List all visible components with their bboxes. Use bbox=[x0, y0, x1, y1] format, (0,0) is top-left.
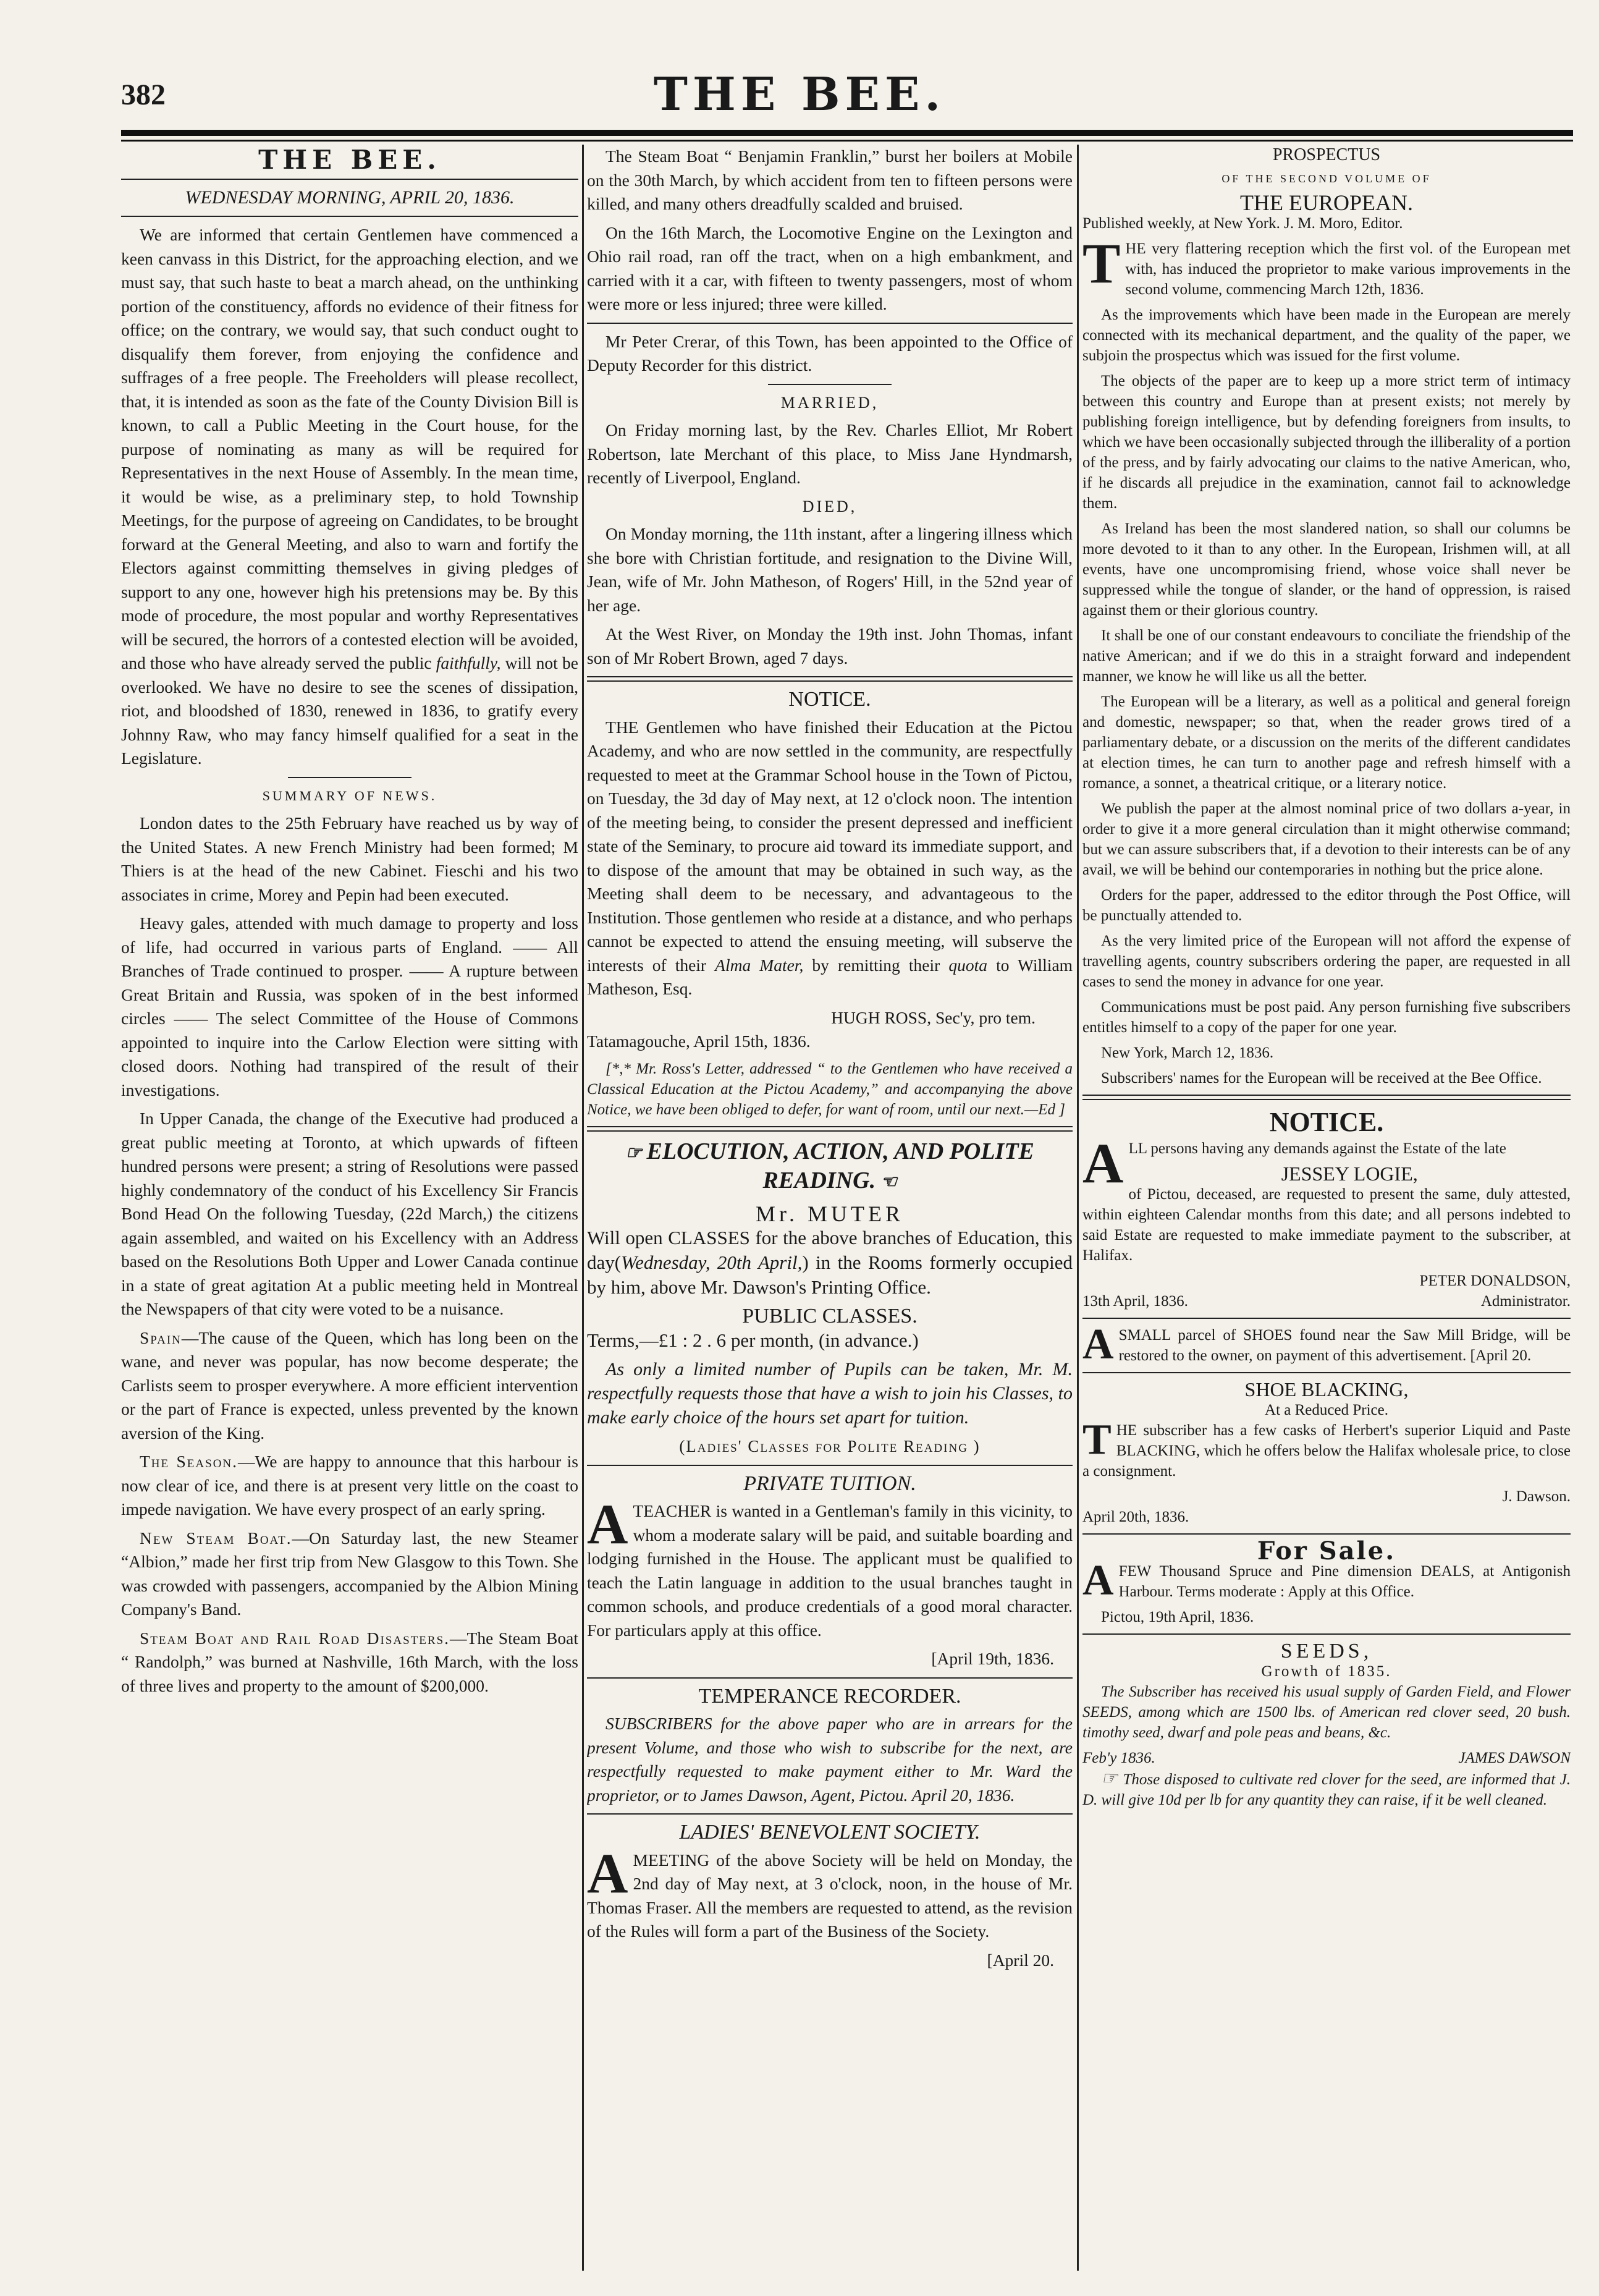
logie-name: JESSEY LOGIE, bbox=[1281, 1163, 1418, 1185]
tuition-text: TEACHER is wanted in a Gentleman's family in this vicinity, to whom a moderate salary will be paid, and suitable boarding and lodging furnished in the House. The applicant must be qualified to teach the Latin language in addition to the usual branches taught in common schools, and produce credentials of a good moral character. For particulars apply at this office. bbox=[587, 1501, 1073, 1640]
pointing-hand-icon: ☞ bbox=[625, 1142, 647, 1163]
news-paragraph: In Upper Canada, the change of the Executive had produced a great public meeting at Toronto, at which upwards of fifteen hundred persons were present; a string of Resolutions were passed highly condemnatory of the conduct of his Excellency Sir Francis Bond Head On the following Tuesday, (22d March,) the citizens again assembled, and waited on his Excellency with an Address based on the Resolutions Both Upper and Lower Canada continue in a state of great agitation At a public meeting held in Montreal the Newspapers of that city were voted to be a nuisance. bbox=[121, 1109, 578, 1318]
logie-paragraph: of Pictou, deceased, are requested to present the same, duly attested, within eighteen Calendar months from this date; and all persons indebted to said Estate are requested to make immediate payment to the subscriber, at Halifax. bbox=[1082, 1186, 1571, 1264]
seeds-subheading: Growth of 1835. bbox=[1261, 1663, 1392, 1680]
for-sale-date: Pictou, 19th April, 1836. bbox=[1101, 1609, 1254, 1625]
for-sale-text: FEW Thousand Spruce and Pine dimension DEALS, at Antigonish Harbour. Terms moderate : Apply at this Office. bbox=[1118, 1563, 1571, 1600]
news-lead: The Season. bbox=[140, 1452, 238, 1471]
logie-signature: PETER DONALDSON, bbox=[1419, 1273, 1571, 1289]
news-paragraph bbox=[121, 1627, 578, 1698]
ladies-paragraph bbox=[587, 1841, 1073, 1944]
news-text: —On Saturday last, the new Steamer “Albion,” made her first trip from New Glasgow to this Town. She was crowded with passengers, accompanied by the Albion Mining Company's Band. bbox=[121, 1528, 578, 1619]
page-number: 382 bbox=[121, 78, 166, 111]
dateline: WEDNESDAY MORNING, APRIL 20, 1836. bbox=[185, 187, 515, 208]
header-rule-thin bbox=[121, 140, 1573, 142]
prospectus-paragraph: As Ireland has been the most slandered nation, so shall our columns be more devoted to it than to any other. In the European, Irishmen will, at all events, have one uncompromising friend, whose voice shall never be suppressed while the tongue of slander, or the hand of oppression, is raised against them or their glorious country. bbox=[1082, 520, 1571, 619]
news-paragraph: Heavy gales, attended with much damage to property and loss of life, had occurred in various parts of England. —— All Branches of Trade continued to prosper. —— A rupture between Great Britain and Russia, was spoken of in the best informed circles —— The select Committee of the House of Commons appointed to inquire into the Carlow Election were sitting with closed doors. Nothing had transpired of the result of their investigations. bbox=[121, 913, 578, 1099]
notice-italic: Alma Mater, bbox=[715, 955, 804, 975]
blacking-subheading: At a Reduced Price. bbox=[1265, 1402, 1388, 1418]
prospectus-paragraph: The objects of the paper are to keep up a more strict term of intimacy between this country and Europe than at present exists; not merely by publishing foreign intelligence, but by defending foreigners from insults, to which we have been occasionally subjected through the illiberality of a portion of the press, and by fairly advocating our claims to the native American, who, if he discards all prejudice in the examination, cannot fail to acknowledge them. bbox=[1082, 373, 1571, 512]
dropcap: A bbox=[1082, 1321, 1114, 1368]
news-text: —The cause of the Queen, which has long been on the wane, and never was popular, has now become desperate; the Carlists seem to prosper everywhere. A more efficient intervention or the part of France is expected, unless prevented by the known aversion of the King. bbox=[121, 1328, 578, 1442]
news-paragraph bbox=[121, 1450, 578, 1522]
notice-text: by remitting their bbox=[812, 955, 940, 975]
seeds-paragraph: The Subscriber has received his usual supply of Garden Field, and Flower SEEDS, among which are 1500 lbs. of American red clover seed, 20 bush. timothy seed, dwarf and pole peas and beans, &c. bbox=[1082, 1684, 1571, 1741]
news-lead: Spain bbox=[140, 1328, 182, 1347]
notice-paragraph bbox=[587, 716, 1073, 1001]
header-rule-thick bbox=[121, 130, 1573, 136]
news-paragraph bbox=[121, 1527, 578, 1622]
notice-signature: HUGH ROSS, Sec'y, pro tem. bbox=[831, 1007, 1036, 1027]
married-heading: MARRIED, bbox=[780, 393, 879, 412]
divider bbox=[121, 179, 578, 180]
divider bbox=[587, 323, 1073, 324]
pointing-hand-icon: ☞ bbox=[1101, 1768, 1123, 1789]
notice-text: to William Matheson, Esq. bbox=[587, 955, 1073, 998]
logie-text: LL persons having any demands against the Estate of the late bbox=[1128, 1140, 1506, 1157]
blacking-heading: SHOE BLACKING, bbox=[1244, 1378, 1409, 1400]
tuition-heading: PRIVATE TUITION. bbox=[743, 1472, 916, 1495]
public-classes-heading: PUBLIC CLASSES. bbox=[742, 1305, 918, 1328]
notice-italic: quota bbox=[948, 955, 987, 975]
editorial-paragraph bbox=[121, 223, 578, 771]
news-paragraph: Mr Peter Crerar, of this Town, has been appointed to the Office of Deputy Recorder for this district. bbox=[587, 331, 1073, 375]
died-paragraph: On Monday morning, the 11th instant, after a lingering illness which she bore with Christian fortitude, and resignation to the Divine Will, Jean, wife of Mr. John Matheson, of Rogers' Hill, in the 52nd year of her age. bbox=[587, 524, 1073, 615]
summary-heading: SUMMARY OF NEWS. bbox=[262, 787, 437, 803]
for-sale-heading: For Sale. bbox=[1257, 1536, 1396, 1565]
divider bbox=[288, 777, 411, 778]
dropcap: A bbox=[587, 1493, 628, 1556]
divider bbox=[1082, 1318, 1571, 1319]
divider bbox=[587, 1813, 1073, 1815]
married-paragraph: On Friday morning last, by the Rev. Charles Elliot, Mr Robert Robertson, late Merchant of this place, to Miss Jane Hyndmarsh, recently of Liverpool, England. bbox=[587, 420, 1073, 487]
ladies-heading: LADIES' BENEVOLENT SOCIETY. bbox=[679, 1821, 981, 1844]
divider bbox=[1082, 1095, 1571, 1100]
muter-name: Mr. MUTER bbox=[755, 1201, 904, 1226]
ladies-classes-note: (Ladies' Classes for Polite Reading ) bbox=[679, 1437, 981, 1455]
dropcap: A bbox=[1082, 1557, 1114, 1604]
seeds-signature: JAMES DAWSON bbox=[1458, 1750, 1571, 1766]
divider bbox=[587, 1465, 1073, 1466]
muter-italic: Wednesday, 20th April, bbox=[621, 1252, 803, 1273]
logie-role: Administrator. bbox=[1480, 1293, 1571, 1310]
logie-footer bbox=[1082, 1291, 1571, 1311]
european-title: THE EUROPEAN. bbox=[1240, 190, 1413, 215]
for-sale-paragraph bbox=[1082, 1557, 1571, 1604]
ladies-date: [April 20. bbox=[987, 1950, 1054, 1970]
blacking-signature: J. Dawson. bbox=[1502, 1488, 1571, 1505]
news-text: —We are happy to announce that this harbour is now clear of ice, and there is at present very little on the coast to impede navigation. We have every prospect of an early spring. bbox=[121, 1452, 578, 1519]
died-heading: DIED, bbox=[802, 497, 858, 515]
news-paragraph bbox=[121, 1326, 578, 1446]
blacking-date: April 20th, 1836. bbox=[1082, 1509, 1189, 1525]
shoes-paragraph bbox=[1082, 1321, 1571, 1368]
temperance-paragraph: SUBSCRIBERS for the above paper who are in arrears for the present Volume, and those who wish to subscribe for the next, are respectfully requested to make payment either to Mr. Ward the proprietor, or to James Dawson, Agent, Pictou. April 20, 1836. bbox=[587, 1714, 1073, 1805]
pointing-hand-icon: ☜ bbox=[875, 1171, 897, 1192]
column-divider bbox=[1077, 145, 1079, 2271]
logie-date: 13th April, 1836. bbox=[1082, 1293, 1188, 1310]
news-lead: New Steam Boat. bbox=[140, 1528, 292, 1548]
prospectus-paragraph: The European will be a literary, as well as a political and general foreign and domestic, newspaper; so that, when the reader grows tired of a parliamentary debate, or a discussion on the merits of the different candidates at election times, he can turn to another page and refresh himself with a romance, a sonnet, a theatrical critique, or a literary notice. bbox=[1082, 693, 1571, 792]
seeds-heading: SEEDS, bbox=[1280, 1640, 1373, 1663]
divider bbox=[121, 216, 578, 217]
dropcap: T bbox=[1082, 232, 1121, 295]
elocution-heading bbox=[587, 1138, 1073, 1196]
news-lead: Steam Boat and Rail Road Disasters. bbox=[140, 1628, 450, 1648]
divider bbox=[768, 384, 892, 385]
temperance-heading: TEMPERANCE RECORDER. bbox=[698, 1684, 961, 1708]
tuition-date: [April 19th, 1836. bbox=[931, 1649, 1054, 1668]
prospectus-paragraph: Communications must be post paid. Any person furnishing five subscribers entitles himself to a copy of the paper for one year. bbox=[1082, 999, 1571, 1036]
editorial-italic: faithfully, bbox=[436, 653, 501, 672]
blacking-paragraph bbox=[1082, 1416, 1571, 1481]
news-paragraph: London dates to the 25th February have reached us by way of the United States. A new French Ministry had been formed; M Thiers is at the head of the new Cabinet. Fieschi and his two associates in crime, Morey and Pepin had been executed. bbox=[121, 813, 578, 904]
muter-paragraph bbox=[587, 1226, 1073, 1300]
prospectus-paragraph: Subscribers' names for the European will be received at the Bee Office. bbox=[1101, 1070, 1542, 1087]
notice-place: Tatamagouche, April 15th, 1836. bbox=[587, 1032, 811, 1051]
column-divider bbox=[582, 145, 584, 2271]
news-paragraph: On the 16th March, the Locomotive Engine on the Lexington and Ohio rail road, ran off the tract, when on a high embankment, and carried with it a car, with fifteen to twenty passengers, most of whom were more or less injured; three were killed. bbox=[587, 222, 1073, 313]
divider bbox=[1082, 1633, 1571, 1635]
notice-heading: NOTICE. bbox=[788, 688, 871, 711]
prospectus-date: New York, March 12, 1836. bbox=[1101, 1044, 1274, 1061]
divider bbox=[1082, 1533, 1571, 1535]
masthead: THE BEE. bbox=[653, 68, 946, 121]
shoes-text: SMALL parcel of SHOES found near the Saw Mill Bridge, will be restored to the owner, on payment of this advertisement. bbox=[1118, 1327, 1571, 1364]
news-text: —The Steam Boat “ Randolph,” was burned at Nashville, 16th March, with the loss of three lives and property to the amount of $200,000. bbox=[121, 1628, 578, 1695]
prospectus-paragraph: As the very limited price of the European will not afford the expense of travelling agents, country subscribers ordering the paper, are requested in all cases to send the money in advance for one year. bbox=[1082, 933, 1571, 990]
seeds-date: Feb'y 1836. bbox=[1082, 1750, 1155, 1766]
divider bbox=[587, 1677, 1073, 1679]
divider bbox=[587, 676, 1073, 682]
prospectus-paragraph: It shall be one of our constant endeavours to conciliate the friendship of the native American; and if we do this in a straight forward and independent manner, we know he will like us all the better. bbox=[1082, 627, 1571, 685]
editorial-text-end: will not be overlooked. We have no desire to see the scenes of dissipation, riot, and bloodshed of 1830, renewed in 1836, to gratify every Johnny Raw, who may fancy himself qualified for a seat in the Legislature. bbox=[121, 653, 578, 768]
dropcap: A bbox=[587, 1841, 628, 1905]
notice-text: THE Gentlemen who have finished their Education at the Pictou Academy, and who are now settled in the community, are respectfully requested to meet at the Grammar School house in the Town of Pictou, on Tuesday, the 3d day of May next, at 12 o'clock noon. The intention of the meeting being, to consider the present depressed and inefficient state of the Seminary, to procure aid toward its immediate support, and to dispose of the amount that may be obtained in such way, as the Meeting shall deem to be necessary, and advantageous to the Institution. Those gentlemen who reside at a distance, and who perhaps cannot be expected to attend the ensuing meeting, will subserve the interests of their bbox=[587, 717, 1073, 975]
muter-text: Will open CLASSES for the above branches of Education, this day( bbox=[587, 1227, 1073, 1273]
prospectus-paragraph: We publish the paper at the almost nominal price of two dollars a-year, in order to give it a more general circulation than it might otherwise command; but we can assure subscribers that, if a devotion to their interests can be of any avail, we will be behind our contemporaries in nothing but the price alone. bbox=[1082, 800, 1571, 878]
prospectus-paragraph bbox=[1082, 232, 1571, 300]
prospectus-text: HE very flattering reception which the first vol. of the European met with, has induced the proprietor to make various improvements in the second volume, commencing March 12th, 1836. bbox=[1125, 240, 1571, 298]
prospectus-paragraph: As the improvements which have been made in the European are merely connected with its mechanical department, and the quality of the paper, we subjoin the prospectus which was issued for the first volume. bbox=[1082, 307, 1571, 364]
dropcap: A bbox=[1082, 1132, 1124, 1195]
muter-text: ) in the Rooms formerly occupied by him, above Mr. Dawson's Printing Office. bbox=[587, 1252, 1073, 1298]
column-1 bbox=[121, 145, 578, 2271]
news-paragraph: The Steam Boat “ Benjamin Franklin,” burst her boilers at Mobile on the 30th March, by which accident from ten to fifteen persons were killed, and many others dreadfully scalded and bruised. bbox=[587, 146, 1073, 213]
seeds-footer bbox=[1082, 1748, 1571, 1768]
ladies-text: MEETING of the above Society will be held on Monday, the 2nd day of May next, at 3 o'clock, noon, in the house of Mr. Thomas Fraser. All the members are requested to attend, as the revision of the Rules will form a part of the Business of the Society. bbox=[587, 1850, 1073, 1941]
seeds-note bbox=[1082, 1768, 1571, 1810]
died-paragraph: At the West River, on Monday the 19th inst. John Thomas, infant son of Mr Robert Brown, aged 7 days. bbox=[587, 624, 1073, 667]
published-line: Published weekly, at New York. J. M. Moro, Editor. bbox=[1082, 215, 1403, 232]
blacking-text: HE subscriber has a few casks of Herbert's superior Liquid and Paste BLACKING, which he offers below the Halifax wholesale price, to close a consignment. bbox=[1082, 1422, 1571, 1480]
column-2 bbox=[587, 145, 1073, 2271]
dropcap: T bbox=[1082, 1416, 1112, 1464]
tuition-paragraph bbox=[587, 1493, 1073, 1642]
divider bbox=[1082, 1372, 1571, 1373]
second-volume-line: OF THE SECOND VOLUME OF bbox=[1221, 172, 1432, 185]
divider bbox=[587, 1126, 1073, 1132]
column-3 bbox=[1082, 145, 1571, 2271]
terms: Terms,—£1 : 2 . 6 per month, (in advance.) bbox=[587, 1329, 919, 1351]
prospectus-heading: PROSPECTUS bbox=[1272, 145, 1381, 164]
prospectus-paragraph: Orders for the paper, addressed to the editor through the Post Office, will be punctually attended to. bbox=[1082, 887, 1571, 924]
section-title: THE BEE. bbox=[258, 145, 441, 175]
shoes-date: [April 20. bbox=[1470, 1347, 1532, 1364]
editor-note: [*,* Mr. Ross's Letter, addressed “ to the Gentlemen who have received a Classical Education at the Pictou Academy,” and accompanying the above Notice, we have been obliged to defer, for want of room, until our next.—Ed ] bbox=[587, 1060, 1073, 1118]
seeds-note-text: Those disposed to cultivate red clover for the seed, are informed that J. D. will give 10d per lb for any quantity they can raise, if it be well cleaned. bbox=[1082, 1771, 1571, 1808]
elocution-title: ELOCUTION, ACTION, AND POLITE READING. bbox=[646, 1138, 1034, 1193]
notice-heading: NOTICE. bbox=[1269, 1107, 1384, 1137]
editorial-text: We are informed that certain Gentlemen have commenced a keen canvass in this District, for the approaching election, and we must say, that such haste to beat a march ahead, on the unthinking portion of the constituency, affords no evidence of their fitness for office; on the contrary, we would say, that such conduct ought to disqualify them forever, from enjoying the confidence and suffrages of a free people. The Freeholders will please recollect, that, it is intended as soon as the fate of the County Division Bill is known, to call a Public Meeting in the Court house, for the purpose of nominating as many as will be required for Representatives in the next House of Assembly. In the mean time, it would be wise, as a preliminary step, to hold Township Meetings, for the purpose of agreeing on Candidates, to be brought forward at the General Meeting, and also to warn and fortify the Electors against committing themselves in giving pledges of support to any one, however high his pretensions may be. By this mode of procedure, the most popular and worthy Representatives will be secured, the horrors of a contested election will be avoided, and those who have already served the public bbox=[121, 225, 578, 672]
limited-paragraph: As only a limited number of Pupils can be taken, Mr. M. respectfully requests those that have a wish to join his Classes, to make early choice of the hours set apart for tuition. bbox=[587, 1359, 1073, 1428]
